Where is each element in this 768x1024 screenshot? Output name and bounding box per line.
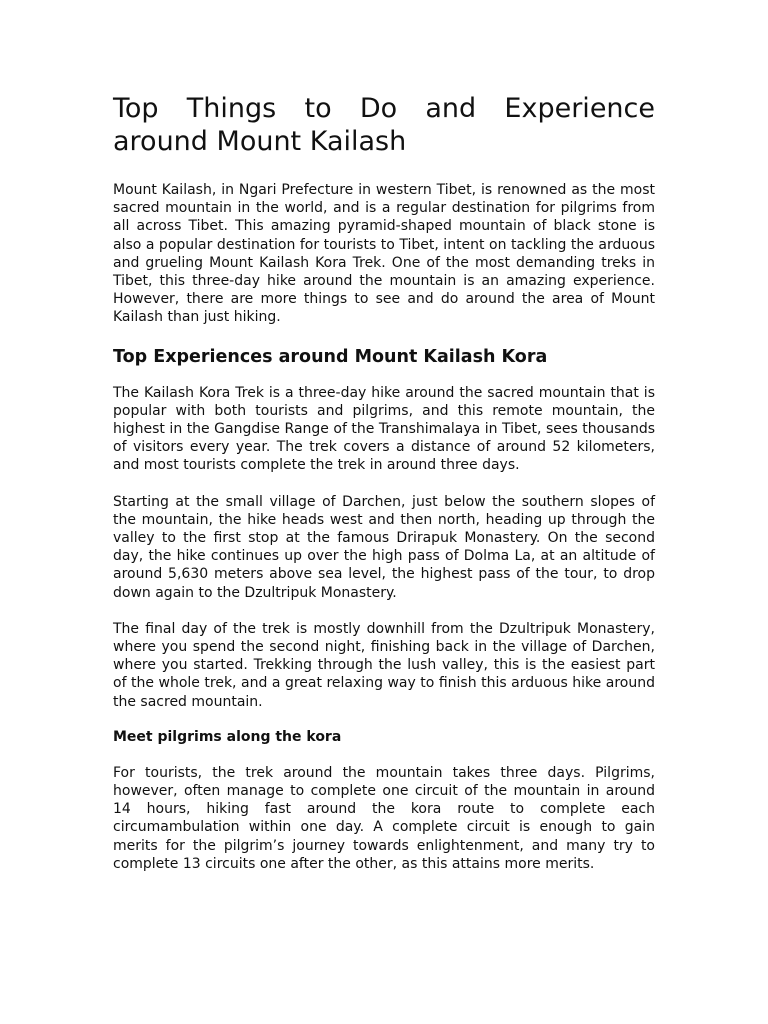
pilgrims-paragraph: For tourists, the trek around the mountain takes three days. Pilgrims, however, often manage to complete one circuit of the mountain in around 14 hours, hiking fast around the kora route to complete each circumambulation within one day. A complete circuit is enough to gain merits for the pilgrim’s journey towards enlightenment, and many try to complete 13 circuits one after the other, as this attains more merits.	[113, 764, 655, 872]
section-heading: Top Experiences around Mount Kailash Kora	[113, 346, 548, 367]
subsection-heading: Meet pilgrims along the kora	[113, 728, 342, 745]
kora-paragraph-1: The Kailash Kora Trek is a three-day hike around the sacred mountain that is popular with both tourists and pilgrims, and this remote mountain, the highest in the Gangdise Range of the Transhimalaya in Tibet, sees thousands of visitors every year. The trek covers a distance of around 52 kilometers, and most tourists complete the trek in around three days.	[113, 384, 655, 474]
kora-paragraph-3: The final day of the trek is mostly downhill from the Dzultripuk Monastery, where you spend the second night, finishing back in the village of Darchen, where you started. Trekking through the lush valley, this is the easiest part of the whole trek, and a great relaxing way to finish this arduous hike around the sacred mountain.	[113, 620, 655, 710]
document-title: Top Things to Do and Experience around Mount Kailash	[113, 93, 655, 157]
document-page	[113, 92, 655, 873]
intro-paragraph: Mount Kailash, in Ngari Prefecture in western Tibet, is renowned as the most sacred mountain in the world, and is a regular destination for pilgrims from all across Tibet. This amazing pyramid-shaped mountain of black stone is also a popular destination for tourists to Tibet, intent on tackling the arduous and grueling Mount Kailash Kora Trek. One of the most demanding treks in Tibet, this three-day hike around the mountain is an amazing experience. However, there are more things to see and do around the area of Mount Kailash than just hiking.	[113, 182, 655, 326]
kora-paragraph-2: Starting at the small village of Darchen, just below the southern slopes of the mountain, the hike heads west and then north, heading up through the valley to the first stop at the famous Drirapuk Monastery. On the second day, the hike continues up over the high pass of Dolma La, at an altitude of around 5,630 meters above sea level, the highest pass of the tour, to drop down again to the Dzultripuk Monastery.	[113, 493, 655, 601]
